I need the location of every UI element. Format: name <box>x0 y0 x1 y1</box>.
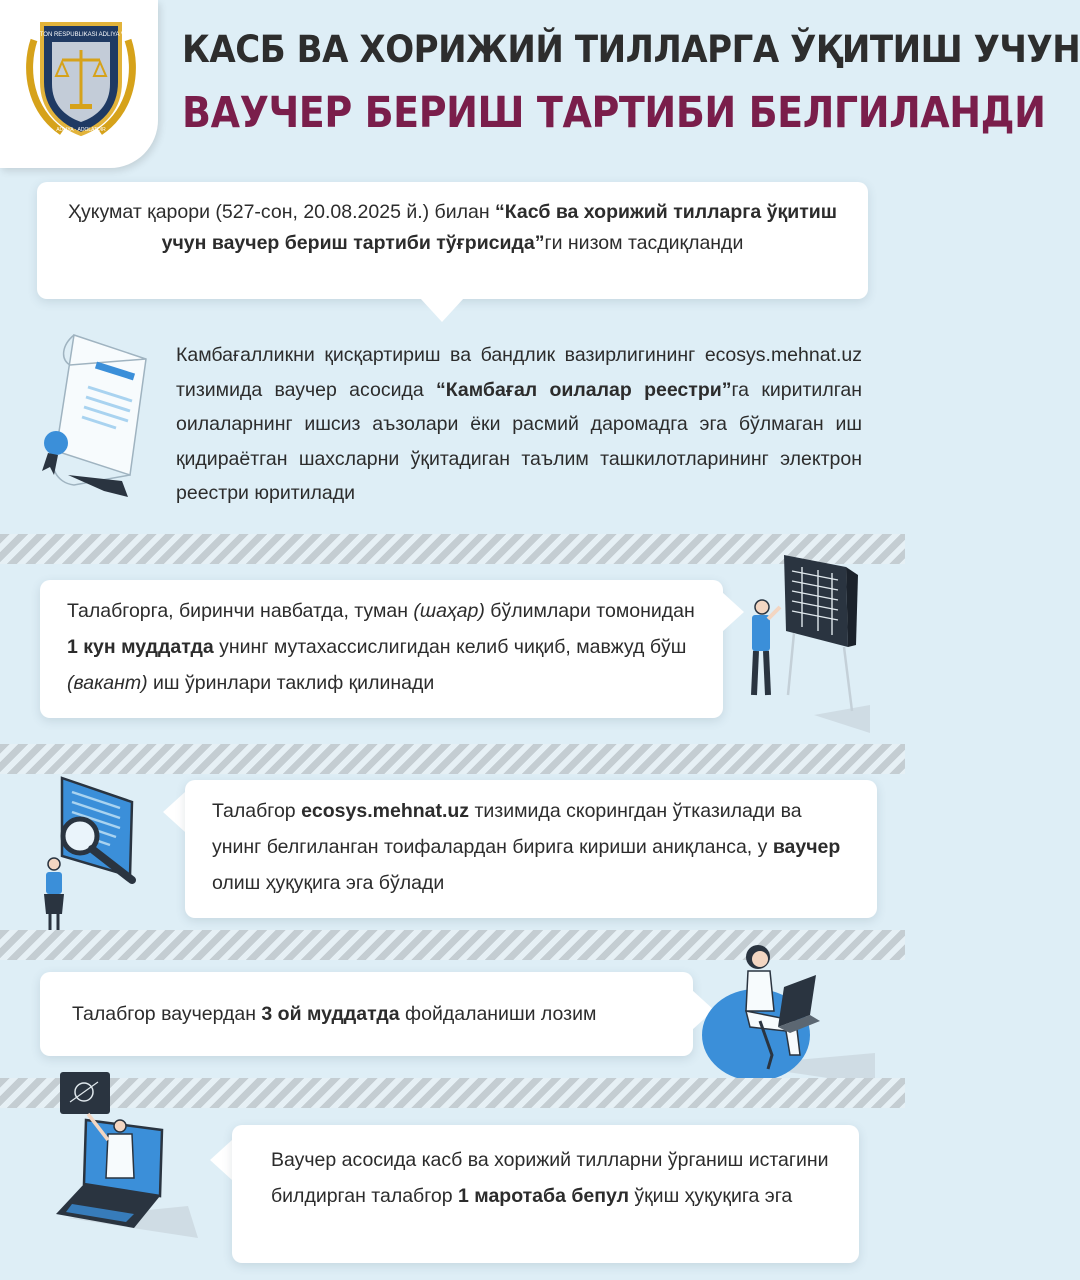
step-1-text: иш ўринлари таклиф қилинади <box>147 672 435 694</box>
registry-text: Камбағалликни қисқартириш ва бандлик вазирлигининг ecosys.mehnat.uz тизимида ваучер асосида <box>176 344 862 401</box>
step-4-text: Ваучер асосида касб ва хорижий тилларни ўрганиш истагини билдирган талабгор <box>271 1149 829 1207</box>
ministry-emblem-icon <box>12 10 150 140</box>
registry-bold: “Камбағал оилалар реестри” <box>436 378 732 401</box>
registry-paragraph <box>176 338 862 511</box>
step-card-3 <box>40 972 693 1056</box>
step-3-bold: 3 ой муддатда <box>261 1003 400 1025</box>
intro-bold: “Касб ва хорижий тилларга ўқитиш учун ваучер бериш тартиби тўғрисида” <box>161 201 838 254</box>
step-1-italic: (вакант) <box>67 672 148 694</box>
logo-text-top: O'ZBEKISTON RESPUBLIKASI ADLIYA VAZIRLIGI <box>12 32 150 38</box>
divider-stripe <box>0 744 905 774</box>
step-4-bold: 1 маротаба бепул <box>458 1185 629 1207</box>
page-title-line-1: КАСБ ВА ХОРИЖИЙ ТИЛЛАРГА ЎҚИТИШ УЧУН <box>182 28 1080 71</box>
step-2-text: Талабгор <box>212 800 302 822</box>
step-1-text: унинг мутахассислигидан келиб чиқиб, мавжуд бўш <box>213 636 687 658</box>
speech-tail <box>210 1140 232 1180</box>
intro-text: Ҳукумат қарори (527-сон, 20.08.2025 й.) билан <box>67 201 496 223</box>
intro-text-end: ги низом тасдиқланди <box>544 232 744 254</box>
step-1-italic: (шаҳар) <box>413 600 485 622</box>
step-2-text: олиш ҳуқуқига эга бўлади <box>212 872 445 894</box>
speech-tail <box>163 792 185 832</box>
step-1-text: Талабгорга, биринчи навбатда, туман <box>67 600 414 622</box>
certificate-icon <box>34 325 164 500</box>
person-with-laptop-icon <box>700 935 875 1085</box>
online-teacher-laptop-icon <box>38 1068 198 1248</box>
presentation-board-icon <box>740 545 870 735</box>
step-1-text: бўлимлари томонидан <box>484 600 695 622</box>
step-1-bold: 1 кун муддатда <box>67 636 214 658</box>
step-card-2 <box>185 780 877 918</box>
step-card-1 <box>40 580 723 718</box>
logo-plate <box>0 0 158 168</box>
step-4-text: ўқиш ҳуқуқига эга <box>628 1185 793 1207</box>
step-card-4 <box>232 1125 859 1263</box>
intro-card <box>37 182 868 299</box>
page-title-line-2: ВАУЧЕР БЕРИШ ТАРТИБИ БЕЛГИЛАНДИ <box>182 88 1046 138</box>
step-2-bold: ecosys.mehnat.uz <box>301 800 470 822</box>
step-3-text: фойдаланиши лозим <box>399 1003 597 1025</box>
speech-tail <box>420 298 464 322</box>
registry-text-end: га киритилган оилаларнинг ишсиз аъзолари ёки расмий даромадга эга бўлмаган иш қидираётган шахсларни ўқитадиган таълим ташкилотларининг электрон реестри юритилади <box>176 378 862 504</box>
logo-text-bottom: ADLIYA · ADOLATDIR <box>56 127 106 133</box>
step-3-text: Талабгор ваучердан <box>72 1003 262 1025</box>
step-2-bold: ваучер <box>772 836 841 858</box>
step-2-text: тизимида скорингдан ўтказилади ва унинг белгиланган тоифалардан бирига кириши аниқланса, у <box>212 800 802 858</box>
search-magnifier-icon <box>40 772 180 937</box>
